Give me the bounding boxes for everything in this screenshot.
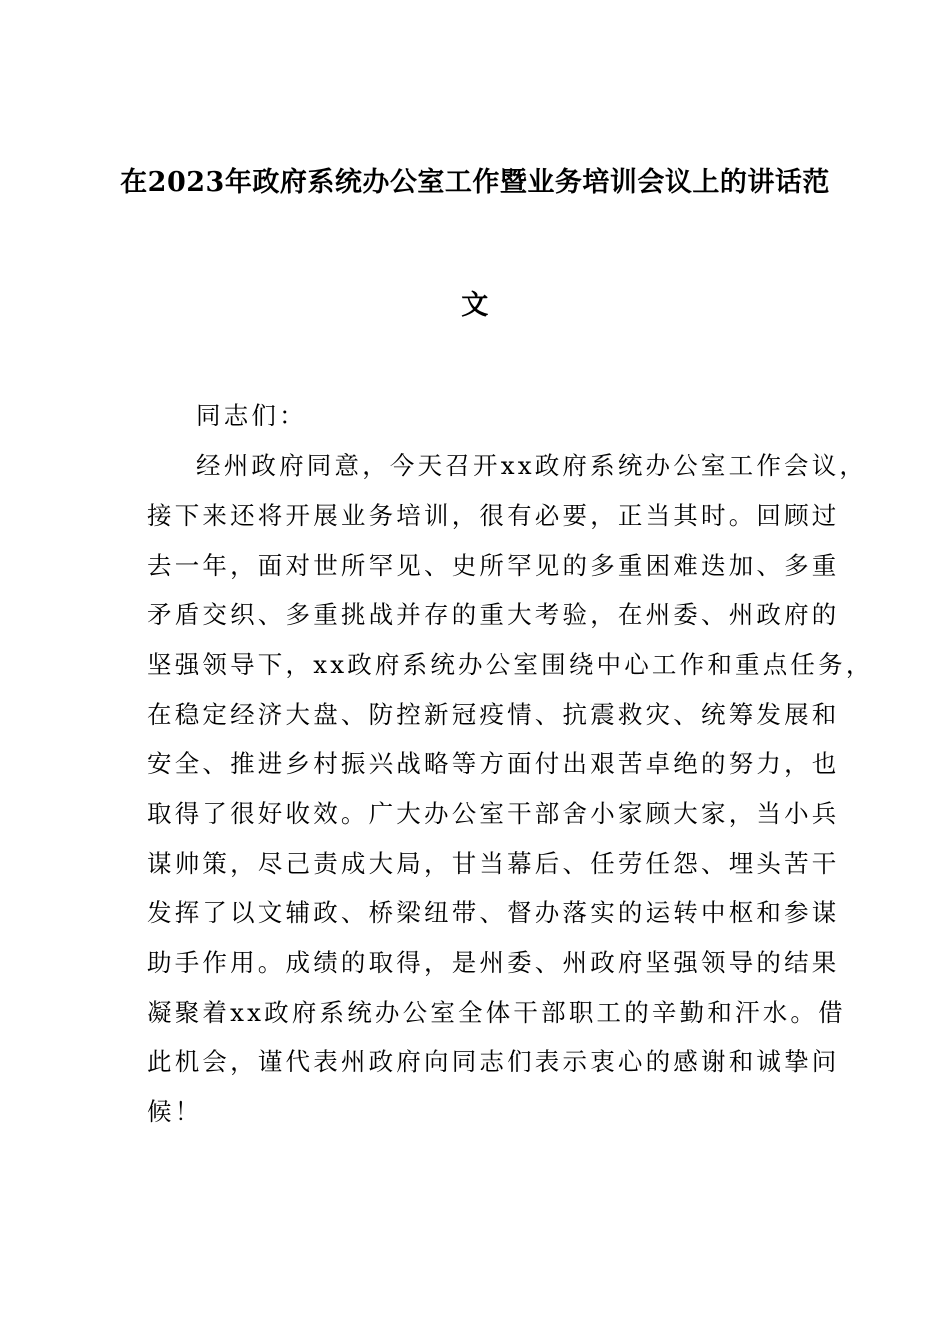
- paragraph-line: 坚强领导下，xx政府系统办公室围绕中心工作和重点任务，: [147, 650, 874, 679]
- salutation: 同志们：: [196, 401, 307, 430]
- paragraph-line: 经州政府同意，今天召开xx政府系统办公室工作会议，: [196, 451, 868, 480]
- paragraph-line: 去一年，面对世所罕见、史所罕见的多重困难迭加、多重: [147, 551, 840, 580]
- paragraph-line: 安全、推进乡村振兴战略等方面付出艰苦卓绝的努力，也: [147, 749, 840, 778]
- paragraph-line: 谋帅策，尽己责成大局，甘当幕后、任劳任怨、埋头苦干: [147, 849, 840, 878]
- paragraph-line: 接下来还将开展业务培训，很有必要，正当其时。回顾过: [147, 501, 840, 530]
- paragraph-line: 候！: [147, 1097, 203, 1126]
- paragraph-line: 发挥了以文辅政、桥梁纽带、督办落实的运转中枢和参谋: [147, 898, 840, 927]
- paragraph-line: 此机会，谨代表州政府向同志们表示衷心的感谢和诚挚问: [147, 1047, 840, 1076]
- paragraph-line: 凝聚着xx政府系统办公室全体干部职工的辛勤和汗水。借: [147, 998, 846, 1027]
- paragraph-line: 助手作用。成绩的取得，是州委、州政府坚强领导的结果: [147, 948, 840, 977]
- document-title-line-1: 在2023年政府系统办公室工作暨业务培训会议上的讲话范: [120, 167, 830, 198]
- paragraph-line: 取得了很好收效。广大办公室干部舍小家顾大家，当小兵: [147, 799, 840, 828]
- paragraph-line: 在稳定经济大盘、防控新冠疫情、抗震救灾、统筹发展和: [147, 700, 840, 729]
- paragraph-line: 矛盾交织、多重挑战并存的重大考验，在州委、州政府的: [147, 600, 840, 629]
- document-title-line-2: 文: [461, 290, 489, 321]
